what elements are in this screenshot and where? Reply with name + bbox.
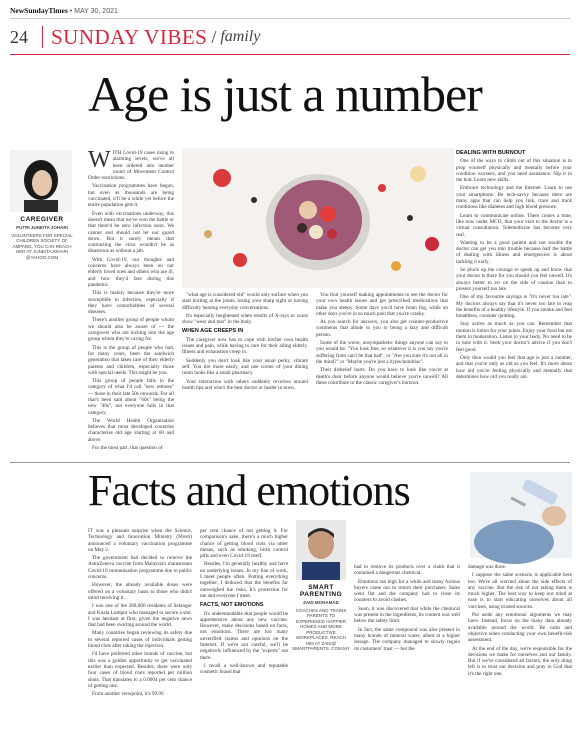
top-rule — [10, 18, 570, 19]
issue-date: MAY 30, 2021 — [74, 8, 118, 15]
paragraph: I recall a well-known and reputable cosmetic brand that — [200, 662, 288, 676]
paragraph: In fact, the same compound was also present in many brands of mineral water, albeit at a higher dosage. The company managed to slowly regain its customers' trust — but the — [354, 626, 460, 652]
header-divider — [42, 26, 43, 48]
paragraph: This is mainly because they're more susceptible to infection, especially if they have comorbidities of several diseases. — [88, 290, 174, 316]
paragraph: You find yourself making appointments to see the doctor for your own health issues and get prescribed medications that make you sleepy. Some days you'd have brain fog, while on other days you're in so much pain that you're cranky. — [316, 292, 448, 317]
byline-caregiver — [10, 216, 74, 260]
paper-name: NewSundayTimes — [10, 6, 68, 15]
section-slash: / — [211, 26, 217, 47]
paragraph: Stay active as much as you can. Remember that motion is lotion for your joints. Enjoy your food but eat them in moderation. Listen to your body. No need to be in tune with it. Seek your doctor's advice if you don't feel good. — [456, 321, 572, 353]
paragraph: The government had decided to remove the AstraZeneca vaccine from Malaysia's mainstream Covid-19 immunisation programme due to public concerns. — [88, 555, 192, 581]
paragraph: I suppose the same scenario is applicable here too. We're all worried about the side effects of any vaccine. But the risk of not taking them is much higher. The best way to keep our mind at ease is to start educating ourselves about all vaccines, using trusted sources. — [468, 572, 572, 610]
section-header — [10, 22, 570, 52]
paragraph: IT was a pleasant surprise when the Science, Technology and Innovation Ministry (Mosti) announced a voluntary vaccination programme on May 2. — [88, 528, 192, 553]
paragraph: Your interaction with others suddenly revolves around health tips and who's the best doctor or healer in town. — [182, 378, 308, 391]
paragraph: From another viewpoint, it's 99.99 — [92, 691, 164, 698]
paragraph: As you search for answers, you also get counter-productive comments that allude to you to being a lazy and difficult person. — [316, 319, 448, 338]
subheading: WHEN AGE CREEPS IN — [182, 328, 244, 335]
article1-column-2 — [182, 292, 308, 452]
page-number: 24 — [10, 26, 28, 47]
paragraph: Many countries began reviewing its safety due to several reported cases of individuals getting blood clots after taking the injection. — [88, 630, 192, 650]
paragraph: Wanting to be a good patient and not trouble the doctor can get you into trouble because half the battle of dealing with illness and emergencies is about tackling it early. — [456, 239, 572, 265]
article2-column-4 — [468, 564, 572, 728]
paragraph: Even with vaccinations underway, this doesn't mean that we've won the battle or that there'd be zero infection soon. We cannot and should not let our guard down. But it surely means that contracting the virus wouldn't be as disastrous as without a jab. — [88, 210, 174, 255]
paragraph: It's understandable that people would be apprehensive about any new vaccine. However, make decisions based on facts, not emotions. There are too many unverified claims and opinions on the Internet. If we're not careful, we'll be negatively influenced by the "experts" out there. — [200, 610, 288, 661]
smoothie-bowl-photo — [182, 148, 454, 288]
byline-smart-parenting — [292, 584, 350, 652]
paragraph: I was one of the 268,000 residents of Selangor and Kuala Lumpur who managed to secure a slot. I was hesitant at first, given the negative news that had been swirling around the world. — [88, 603, 192, 629]
paragraph: This group of people falls in the category of what I'd call "new retirees" — those in their late 50s onwards. For all that's been said about "60s" being the new "40s", not everyone falls in that category. — [88, 378, 175, 416]
paragraph: The caregiver now has to cope with his/her own health issues and pain, while having to care for their ailing elderly. Illness and exhaustion creep in. — [182, 336, 308, 356]
paragraph: One of my favourite sayings is "It's never too late". My doctors always say that it's never too late to reap the benefits of a healthy lifestyle. If you smoke and feel breathless, consider quitting. — [456, 294, 572, 320]
author-bio: COACHES AND TRAINS PARENTS TO EXPERIENCE HAPPIER HOMES AND MORE PRODUCTIVE WORKPLACES. REACH HIM AT ZAID@ SMARTPARENTS. COM.MY — [292, 607, 350, 651]
subheading: FACTS, NOT EMOTIONS — [200, 602, 264, 609]
paragraph: This is the group of people who had, for many years, been the sandwich generation that takes care of their elderly parents and children, especially those with special needs. This might be you. — [88, 344, 174, 376]
paragraph: There's another group of people whom we should also be aware of — the caregivers who are inching into the age group whom they're caring for. — [88, 317, 174, 343]
article2-column-3 — [354, 564, 460, 728]
paragraph: At the end of the day, we're responsible for the decisions we make for ourselves and our family. But if we've considered all factors, the only thing left is to trust our decision and pray to God that it's the right one. — [468, 645, 572, 677]
paragraph: Suddenly you don't look like your usual perky, vibrant self. You tire more easily, and one corner of your dining room looks like a small pharmacy. — [182, 357, 308, 377]
paragraph: Emotions ran high for a while and many furious buyers came out to return their purchases. Sales went flat and the company had to close its counters to avoid clashes. — [354, 578, 460, 604]
section-subtitle: family — [220, 28, 261, 45]
paragraph: damage was done. — [468, 564, 507, 570]
paragraph: One of the ways to climb out of this situation is to prop yourself physically and mentally before your condition worsens, and you need assistance. Nip it in the bud. Learn new skills. — [456, 158, 572, 184]
subheading: DEALING WITH BURNOUT — [456, 150, 526, 156]
paragraph: The World Health Organisation believes that most developed countries characterise old age starting at 60 and above. — [88, 417, 174, 443]
author-name: ZAID MOHAMAD — [303, 600, 339, 605]
article1-column-3 — [316, 292, 448, 452]
article1-column-1 — [88, 147, 175, 452]
paragraph: Soon, it was discovered that while the chemical was present in the ingredients, its content was well below the safety limit. — [354, 605, 460, 625]
article1-column-4 — [456, 150, 572, 452]
article2-column-1 — [88, 528, 192, 728]
paragraph: So pluck up the courage to speak up and know that your doctor is there for you should you feel unwell. It's always better to err on the side of caution than to present yourself too late. — [456, 267, 572, 292]
article1-headline: Age is just a number — [88, 66, 482, 122]
paragraph: It's especially heightened when results of X-rays or scans show "wear and tear" in the body. — [182, 312, 308, 326]
paragraph: had to remove its products over a claim that it contained a dangerous chemical. — [354, 564, 460, 577]
paragraph: Embrace technology and the Internet. Learn to use your smartphone. Be tech-savvy because there are many apps that can help you link, trace and track conditions like diabetes and high blood pressure. — [456, 185, 572, 211]
paragraph: For the most part, that question of — [92, 445, 163, 452]
paragraph: WITH Covid-19 cases rising to alarming levels, we've all been ordered into another round of Movement Control Order restrictions. — [88, 147, 174, 182]
paragraph: per cent chance of not getting it. For comparison's sake, there's a much higher chance of getting blood clots via other means, such as smoking, birth control pills and even Covid-19 itself. — [200, 528, 288, 560]
header-rule — [10, 54, 570, 55]
paragraph: Only then would you feel that age is just a number, and that you're only as old as you feel. It's more about how old you're feeling physically and mentally that determines how old you really are. — [456, 354, 572, 380]
author-name: PUTRI JUNEITA JOHARI — [16, 225, 68, 230]
author-bio: VOLUNTEERS FOR SPECIAL CHILDREN SOCIETY OF AMPANG. YOU CAN REACH HER AT JUNEITAJOHARI @YAHOO.COM — [11, 232, 73, 260]
paragraph: With Covid-19, our thoughts and concerns have always been on our elderly loved ones and others who are ill, and how they'd fare during this pandemic. — [88, 256, 174, 288]
column-name: CAREGIVER — [20, 216, 64, 223]
column-name: SMART PARENTING — [299, 584, 343, 598]
paragraph: Their disbelief hurts. Do you have to look like you're at death's door before anyone would believe you're unwell? All these contribute to the classic caregiver's burnout. — [316, 367, 448, 386]
paragraph: Learn to communicate online. There comes a time, like now under MCO, that your visit to the doctor is a virtual consultation. Telemedicine has become very real. — [456, 212, 572, 238]
article2-headline: Facts and emotions — [88, 466, 410, 515]
article2-column-2 — [200, 528, 288, 728]
paragraph: Put aside any emotional arguments we may have. Instead, focus on the many data already available around the world. Be calm and objective when conducting your own benefit-risk assessment. — [468, 612, 572, 644]
author-photo-caregiver — [10, 150, 72, 212]
paragraph: Besides, I'm generally healthy and have no underlying issues. In my line of work, I meet people often. Putting everything together, I deduced that the benefits far outweighed the risks. It's protection for me and everyone I meet. — [200, 561, 288, 599]
paragraph: Vaccination programmes have begun, but even as thousands are being vaccinated, it'll be a while yet before the entire population gets it. — [88, 183, 174, 209]
drop-cap: W — [88, 147, 111, 173]
section-title: SUNDAY VIBES — [51, 24, 208, 49]
paragraph: However, the already available doses were offered on a voluntary basis to those who didn't mind receiving it. — [88, 582, 192, 601]
paragraph: Some of the worst, unsympathetic things anyone can say to you would be: "You look fine, so whatever it is you say you're suffering from can't be that bad", or "Are you sure it's not all in the mind?" or "Maybe you're just a hypochondriac". — [316, 340, 448, 365]
vaccination-photo — [470, 472, 572, 558]
masthead: NewSundayTimes • MAY 30, 2021 — [10, 6, 118, 15]
author-photo-smart-parenting — [296, 520, 346, 580]
article-divider — [10, 462, 570, 463]
paragraph: I'd have preferred other brands of vaccine, but this was a golden opportunity to get vaccinated earlier than expected. Besides, there were only four cases of blood clots reported per million shots. That translates to a 0.0004 per cent chance of getting one. — [88, 651, 192, 689]
paragraph: "what age is considered old" would only surface when you start hurting at the joints, losing your sharp sight or having difficulty hearing everyday conversations. — [182, 292, 308, 311]
